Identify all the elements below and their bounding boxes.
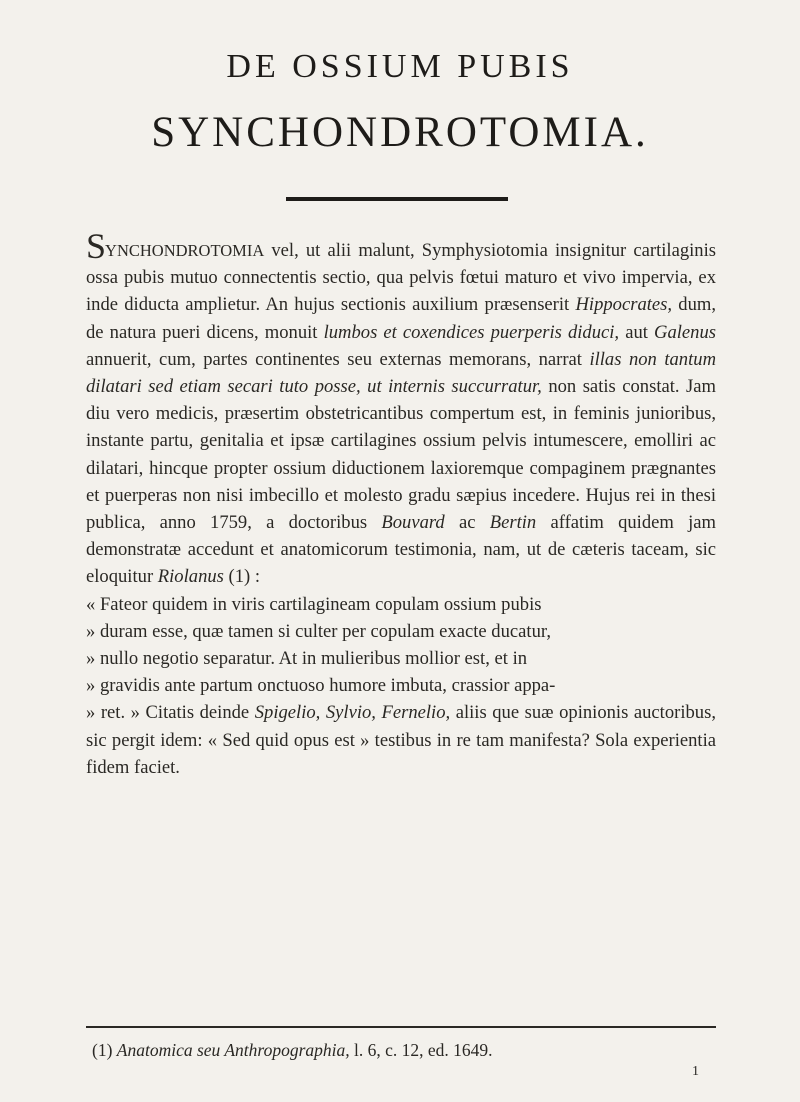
text-run: vel, ut alii malunt, Symphysiotomia insignitur cartilaginis ossa pubis mutuo connectentis sectio, qua pelvis fœtui maturo et vivo impervia, ex inde diducta amplietur. An hujus sectionis auxilium præsenserit	[86, 240, 716, 316]
authors-spigelio-sylvio-fernelio: Spigelio, Sylvio, Fernelio,	[254, 702, 451, 724]
signature-mark: 1	[692, 1064, 699, 1079]
text-run: dum, de natura pueri dicens, monuit	[86, 294, 717, 343]
text-run: ac	[444, 512, 490, 534]
title-line-1: DE OSSIUM PUBIS	[226, 48, 574, 85]
body-text	[86, 226, 717, 781]
footnote-ref: l. 6, c. 12, ed. 1649.	[349, 1040, 493, 1060]
quote-line: » duram esse, quæ tamen si culter per copulam exacte ducatur,	[86, 620, 551, 642]
author-galenus: Galenus	[654, 321, 717, 343]
title-rule	[286, 197, 508, 201]
footnote-rule	[86, 1026, 716, 1028]
paragraph	[86, 226, 717, 781]
author-bouvard: Bouvard	[381, 512, 445, 534]
text-run: non satis constat. Jam diu vero medicis, præsertim obstetricantibus compertum est, in feminis junioribus, instante partu, genitalia et ipsæ cartilagines ossium pelvis intumescere, emolliri ac dilatari, hincque propter ossium diductionem laxioremque compaginem prægnantes et puerperas non nisi imbecillo et molesto gradu sæpius incedere. Hujus rei in thesi publica, anno 1759, a doctoribus	[86, 376, 717, 534]
text-run: affatim quidem jam demonstratæ accedunt et anatomicorum testimonia, nam, ut de cæteris taceam, sic eloquitur	[86, 512, 716, 588]
footnote-work: Anatomica seu Anthropographia,	[116, 1040, 350, 1060]
author-riolanus: Riolanus	[157, 566, 224, 588]
text-run: aliis que suæ opinionis auctoribus, sic pergit idem: « Sed quid opus est » testibus in re tam manifesta? Sola experientia fidem faciet.	[86, 702, 716, 778]
quote-line: » nullo negotio separatur. At in mulieribus mollior est, et in	[86, 648, 528, 670]
text-run: (1) :	[223, 566, 261, 588]
quote-line: « Fateor quidem in viris cartilagineam copulam ossium pubis	[86, 593, 542, 615]
author-bertin: Bertin	[489, 512, 537, 534]
footnote	[92, 1038, 712, 1062]
author-hippocrates: Hippocrates,	[575, 294, 673, 316]
text-run: annuerit, cum, partes continentes seu externas memorans, narrat	[86, 348, 590, 370]
quote-illas: illas non tantum dilatari sed etiam secari tuto posse, ut internis succurratur,	[86, 348, 716, 398]
dropcap: S	[86, 226, 107, 266]
text-run: aut	[619, 321, 655, 343]
quote-lumbos: lumbos et coxendices puerperis diduci,	[323, 321, 620, 343]
lead-word: YNCHONDROTOMIA	[105, 241, 265, 260]
footnote-marker: (1)	[92, 1040, 117, 1060]
text-run: » ret. » Citatis deinde	[86, 702, 255, 724]
title-line-2: SYNCHONDROTOMIA.	[151, 109, 649, 156]
quote-line: » gravidis ante partum onctuoso humore imbuta, crassior appa-	[86, 675, 556, 697]
